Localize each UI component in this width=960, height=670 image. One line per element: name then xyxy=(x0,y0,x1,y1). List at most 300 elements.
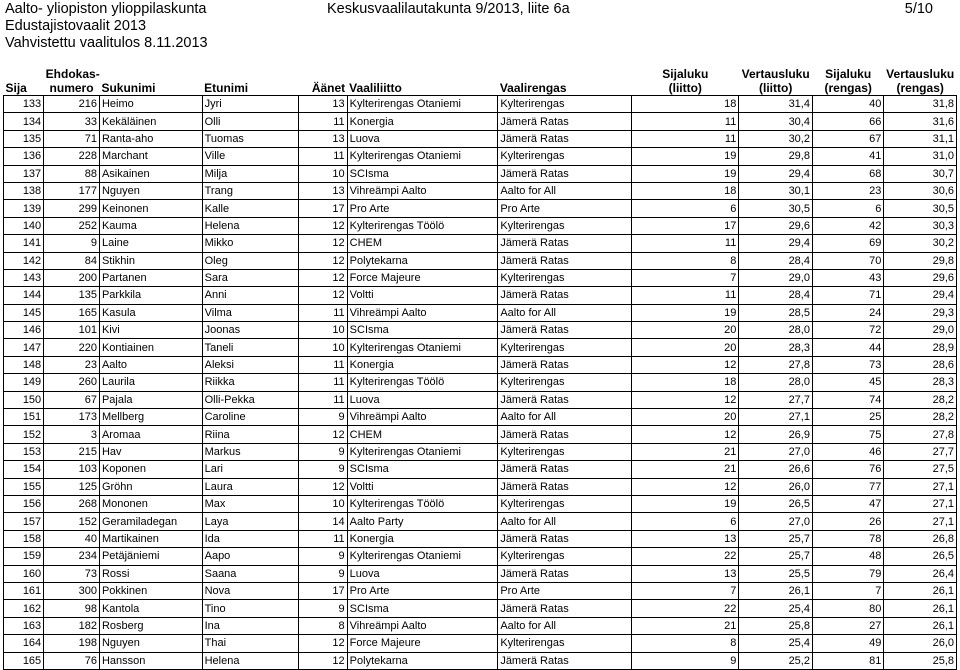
table-cell: 10 xyxy=(298,165,347,182)
table-cell: 29,6 xyxy=(884,269,957,286)
table-cell: Kylterirengas xyxy=(498,495,632,512)
table-cell: 11 xyxy=(298,148,347,165)
table-row xyxy=(4,96,957,113)
table-cell: 151 xyxy=(4,409,44,426)
table-cell: 26,1 xyxy=(884,582,957,599)
table-cell: Jämerä Ratas xyxy=(498,356,632,373)
table-cell: Jämerä Ratas xyxy=(498,287,632,304)
table-row xyxy=(4,635,957,652)
table-cell: 31,6 xyxy=(884,113,957,130)
table-cell: 27,0 xyxy=(739,513,813,530)
table-cell: Kasula xyxy=(99,304,202,321)
table-cell: 163 xyxy=(4,617,44,634)
table-cell: 252 xyxy=(44,217,100,234)
table-cell: 165 xyxy=(44,304,100,321)
table-row xyxy=(4,130,957,147)
table-cell: Luova xyxy=(347,130,498,147)
table-cell: 28,6 xyxy=(884,356,957,373)
col-vaalirengas: Vaalirengas xyxy=(499,81,567,95)
table-cell: 22 xyxy=(632,548,739,565)
table-cell: 33 xyxy=(44,113,100,130)
table-cell: Force Majeure xyxy=(347,635,498,652)
table-cell: Geramiladegan xyxy=(99,513,202,530)
table-cell: Jämerä Ratas xyxy=(498,322,632,339)
table-cell: 28,2 xyxy=(884,391,957,408)
table-cell: 43 xyxy=(812,269,883,286)
table-row xyxy=(4,182,957,199)
table-cell: Markus xyxy=(202,443,298,460)
table-cell: Kauma xyxy=(99,217,202,234)
table-cell: 26,4 xyxy=(884,565,957,582)
table-cell: 49 xyxy=(812,635,883,652)
table-cell: 11 xyxy=(298,113,347,130)
table-cell: 18 xyxy=(632,182,739,199)
table-cell: 11 xyxy=(298,530,347,547)
table-row xyxy=(4,217,957,234)
table-row xyxy=(4,426,957,443)
table-cell: 30,5 xyxy=(739,200,813,217)
table-cell: Kylterirengas xyxy=(498,217,632,234)
table-cell: 11 xyxy=(632,287,739,304)
table-cell: Aalto for All xyxy=(498,304,632,321)
table-row xyxy=(4,513,957,530)
table-cell: Nguyen xyxy=(99,635,202,652)
table-cell: 13 xyxy=(298,182,347,199)
table-cell: 31,8 xyxy=(884,96,957,113)
table-cell: Nguyen xyxy=(99,182,202,199)
table-cell: 73 xyxy=(44,565,100,582)
table-cell: 26,0 xyxy=(884,635,957,652)
table-cell: 157 xyxy=(4,513,44,530)
table-row xyxy=(4,478,957,495)
table-cell: Kylterirengas xyxy=(498,148,632,165)
table-cell: 27,1 xyxy=(884,495,957,512)
table-cell: Oleg xyxy=(202,252,298,269)
table-cell: 152 xyxy=(44,513,100,530)
table-cell: 23 xyxy=(812,182,883,199)
table-cell: Vihreämpi Aalto xyxy=(347,617,498,634)
table-cell: Gröhn xyxy=(99,478,202,495)
table-cell: Petäjäniemi xyxy=(99,548,202,565)
table-cell: Ranta-aho xyxy=(99,130,202,147)
table-cell: Riikka xyxy=(202,374,298,391)
table-cell: 9 xyxy=(298,461,347,478)
table-cell: 173 xyxy=(44,409,100,426)
table-cell: 150 xyxy=(4,391,44,408)
table-cell: 18 xyxy=(632,96,739,113)
table-cell: 11 xyxy=(632,235,739,252)
table-cell: Caroline xyxy=(202,409,298,426)
table-cell: 25,4 xyxy=(739,600,813,617)
table-cell: 22 xyxy=(632,600,739,617)
table-cell: 19 xyxy=(632,495,739,512)
table-cell: 161 xyxy=(4,582,44,599)
table-row xyxy=(4,582,957,599)
col-etunimi: Etunimi xyxy=(204,81,249,95)
table-cell: 200 xyxy=(44,269,100,286)
table-cell: Kylterirengas Töölö xyxy=(347,495,498,512)
table-cell: 198 xyxy=(44,635,100,652)
table-cell: Partanen xyxy=(99,269,202,286)
organization-name: Aalto- yliopiston ylioppilaskunta xyxy=(5,1,207,17)
table-cell: CHEM xyxy=(347,235,498,252)
table-cell: 19 xyxy=(632,148,739,165)
table-cell: 30,1 xyxy=(739,182,813,199)
table-cell: Aromaa xyxy=(99,426,202,443)
table-cell: Tuomas xyxy=(202,130,298,147)
table-cell: 268 xyxy=(44,495,100,512)
table-cell: 31,0 xyxy=(884,148,957,165)
table-cell: Olli xyxy=(202,113,298,130)
table-cell: 25,7 xyxy=(739,530,813,547)
table-cell: 13 xyxy=(298,130,347,147)
table-cell: 21 xyxy=(632,443,739,460)
table-cell: Pokkinen xyxy=(99,582,202,599)
table-cell: Jämerä Ratas xyxy=(498,565,632,582)
table-cell: 6 xyxy=(632,513,739,530)
results-table xyxy=(3,65,957,670)
table-row xyxy=(4,200,957,217)
table-cell: 148 xyxy=(4,356,44,373)
table-cell: Konergia xyxy=(347,356,498,373)
table-row xyxy=(4,548,957,565)
table-cell: 165 xyxy=(4,652,44,669)
table-cell: 27,1 xyxy=(739,409,813,426)
table-cell: Ville xyxy=(202,148,298,165)
table-cell: 29,4 xyxy=(884,287,957,304)
table-row xyxy=(4,322,957,339)
table-cell: Vihreämpi Aalto xyxy=(347,182,498,199)
table-cell: 300 xyxy=(44,582,100,599)
table-cell: SCIsma xyxy=(347,322,498,339)
table-cell: 103 xyxy=(44,461,100,478)
table-cell: 12 xyxy=(632,391,739,408)
col-sukunimi: Sukunimi xyxy=(101,81,156,95)
table-cell: 12 xyxy=(298,235,347,252)
table-cell: Anni xyxy=(202,287,298,304)
table-cell: 26,9 xyxy=(739,426,813,443)
table-cell: 73 xyxy=(812,356,883,373)
confirmed-result-date: Vahvistettu vaalitulos 8.11.2013 xyxy=(5,35,208,51)
table-cell: Olli-Pekka xyxy=(202,391,298,408)
table-cell: 216 xyxy=(44,96,100,113)
table-cell: 77 xyxy=(812,478,883,495)
table-cell: 40 xyxy=(44,530,100,547)
table-cell: Jämerä Ratas xyxy=(498,461,632,478)
table-cell: Aalto for All xyxy=(498,182,632,199)
table-cell: 28,0 xyxy=(739,374,813,391)
col-sijaluku-rengas: Sijaluku (rengas) xyxy=(824,67,872,95)
table-cell: 29,8 xyxy=(884,252,957,269)
table-cell: Kylterirengas Töölö xyxy=(347,374,498,391)
table-cell: 234 xyxy=(44,548,100,565)
table-cell: 12 xyxy=(298,269,347,286)
table-cell: 28,3 xyxy=(884,374,957,391)
table-cell: 26,5 xyxy=(739,495,813,512)
table-cell: 26,1 xyxy=(884,617,957,634)
table-cell: Jämerä Ratas xyxy=(498,252,632,269)
table-row xyxy=(4,356,957,373)
table-cell: 159 xyxy=(4,548,44,565)
table-cell: Kylterirengas Otaniemi xyxy=(347,443,498,460)
table-cell: 79 xyxy=(812,565,883,582)
table-cell: 67 xyxy=(44,391,100,408)
election-name: Edustajistovaalit 2013 xyxy=(5,18,147,34)
table-cell: 17 xyxy=(298,582,347,599)
table-cell: Hansson xyxy=(99,652,202,669)
table-cell: 8 xyxy=(632,252,739,269)
table-header-row xyxy=(4,65,957,96)
table-cell: Jämerä Ratas xyxy=(498,652,632,669)
table-cell: 9 xyxy=(298,443,347,460)
table-row xyxy=(4,235,957,252)
table-cell: 220 xyxy=(44,339,100,356)
table-cell: 27,8 xyxy=(739,356,813,373)
table-cell: Polytekarna xyxy=(347,652,498,669)
table-cell: 228 xyxy=(44,148,100,165)
table-cell: 44 xyxy=(812,339,883,356)
table-cell: 12 xyxy=(298,652,347,669)
table-cell: 80 xyxy=(812,600,883,617)
table-cell: 27,8 xyxy=(884,426,957,443)
table-cell: Konergia xyxy=(347,113,498,130)
table-cell: 27,0 xyxy=(739,443,813,460)
table-cell: Aalto for All xyxy=(498,409,632,426)
table-cell: 10 xyxy=(298,339,347,356)
table-cell: 21 xyxy=(632,461,739,478)
table-cell: 145 xyxy=(4,304,44,321)
table-cell: 9 xyxy=(298,565,347,582)
table-cell: Pajala xyxy=(99,391,202,408)
table-cell: 26,1 xyxy=(739,582,813,599)
table-cell: Voltti xyxy=(347,478,498,495)
table-cell: Aalto xyxy=(99,356,202,373)
table-cell: Pro Arte xyxy=(498,582,632,599)
col-ehdokasnumero: Ehdokas- numero xyxy=(45,67,100,95)
table-cell: 30,5 xyxy=(884,200,957,217)
table-cell: SCIsma xyxy=(347,165,498,182)
table-cell: Jämerä Ratas xyxy=(498,600,632,617)
table-cell: 30,2 xyxy=(739,130,813,147)
table-cell: Kylterirengas xyxy=(498,548,632,565)
table-cell: 8 xyxy=(632,635,739,652)
table-cell: Ina xyxy=(202,617,298,634)
table-cell: 6 xyxy=(812,200,883,217)
table-cell: Helena xyxy=(202,652,298,669)
table-cell: Jämerä Ratas xyxy=(498,165,632,182)
table-cell: 125 xyxy=(44,478,100,495)
table-cell: 30,6 xyxy=(884,182,957,199)
table-cell: 25,7 xyxy=(739,548,813,565)
table-cell: Tino xyxy=(202,600,298,617)
table-cell: 9 xyxy=(298,409,347,426)
table-cell: 78 xyxy=(812,530,883,547)
table-cell: 155 xyxy=(4,478,44,495)
table-cell: Jämerä Ratas xyxy=(498,426,632,443)
table-row xyxy=(4,374,957,391)
col-aanet: Äänet xyxy=(311,81,346,95)
table-cell: Vihreämpi Aalto xyxy=(347,409,498,426)
table-cell: Kivi xyxy=(99,322,202,339)
table-cell: 9 xyxy=(44,235,100,252)
table-cell: Jämerä Ratas xyxy=(498,391,632,408)
table-cell: 135 xyxy=(4,130,44,147)
table-cell: 9 xyxy=(298,600,347,617)
table-cell: Heimo xyxy=(99,96,202,113)
table-cell: 27,5 xyxy=(884,461,957,478)
table-row xyxy=(4,530,957,547)
table-cell: Stikhin xyxy=(99,252,202,269)
table-cell: 7 xyxy=(632,582,739,599)
table-cell: 46 xyxy=(812,443,883,460)
table-cell: Taneli xyxy=(202,339,298,356)
table-cell: Lari xyxy=(202,461,298,478)
table-cell: Jyri xyxy=(202,96,298,113)
table-cell: 12 xyxy=(298,635,347,652)
table-cell: Aalto for All xyxy=(498,617,632,634)
table-cell: 30,7 xyxy=(884,165,957,182)
table-cell: 146 xyxy=(4,322,44,339)
table-row xyxy=(4,269,957,286)
col-sija: Sija xyxy=(5,81,27,95)
table-cell: Parkkila xyxy=(99,287,202,304)
table-cell: 10 xyxy=(298,322,347,339)
table-cell: 25,5 xyxy=(739,565,813,582)
table-cell: 25,4 xyxy=(739,635,813,652)
table-cell: 12 xyxy=(298,287,347,304)
table-cell: 70 xyxy=(812,252,883,269)
table-cell: Hav xyxy=(99,443,202,460)
table-cell: CHEM xyxy=(347,426,498,443)
table-cell: 11 xyxy=(298,391,347,408)
table-row xyxy=(4,617,957,634)
table-cell: 74 xyxy=(812,391,883,408)
table-cell: Keinonen xyxy=(99,200,202,217)
table-cell: 149 xyxy=(4,374,44,391)
table-cell: 135 xyxy=(44,287,100,304)
table-cell: 28,5 xyxy=(739,304,813,321)
table-cell: Laurila xyxy=(99,374,202,391)
table-cell: 28,2 xyxy=(884,409,957,426)
table-cell: 28,4 xyxy=(739,287,813,304)
table-cell: Rosberg xyxy=(99,617,202,634)
table-cell: 45 xyxy=(812,374,883,391)
table-cell: 28,4 xyxy=(739,252,813,269)
table-cell: 27,7 xyxy=(739,391,813,408)
table-cell: 18 xyxy=(632,374,739,391)
table-cell: Laya xyxy=(202,513,298,530)
table-cell: 139 xyxy=(4,200,44,217)
table-cell: Riina xyxy=(202,426,298,443)
table-cell: 7 xyxy=(632,269,739,286)
table-cell: Pro Arte xyxy=(498,200,632,217)
table-cell: 23 xyxy=(44,356,100,373)
table-cell: 27 xyxy=(812,617,883,634)
table-cell: 153 xyxy=(4,443,44,460)
table-row xyxy=(4,443,957,460)
table-cell: Voltti xyxy=(347,287,498,304)
table-cell: Kylterirengas xyxy=(498,635,632,652)
table-cell: 142 xyxy=(4,252,44,269)
table-cell: 141 xyxy=(4,235,44,252)
table-cell: Konergia xyxy=(347,530,498,547)
table-cell: 12 xyxy=(298,478,347,495)
table-cell: Saana xyxy=(202,565,298,582)
table-cell: 30,2 xyxy=(884,235,957,252)
table-cell: 6 xyxy=(632,200,739,217)
table-cell: 133 xyxy=(4,96,44,113)
table-cell: 98 xyxy=(44,600,100,617)
table-row xyxy=(4,252,957,269)
table-cell: 47 xyxy=(812,495,883,512)
table-cell: 11 xyxy=(298,374,347,391)
table-cell: Kalle xyxy=(202,200,298,217)
table-cell: Laine xyxy=(99,235,202,252)
table-cell: 26 xyxy=(812,513,883,530)
table-cell: 25,8 xyxy=(739,617,813,634)
table-row xyxy=(4,165,957,182)
table-cell: 14 xyxy=(298,513,347,530)
table-cell: 20 xyxy=(632,339,739,356)
table-row xyxy=(4,148,957,165)
table-cell: 30,4 xyxy=(739,113,813,130)
table-cell: 20 xyxy=(632,409,739,426)
table-row xyxy=(4,565,957,582)
table-cell: Aleksi xyxy=(202,356,298,373)
table-cell: Mikko xyxy=(202,235,298,252)
table-row xyxy=(4,113,957,130)
table-cell: 26,5 xyxy=(884,548,957,565)
table-cell: 19 xyxy=(632,165,739,182)
table-cell: Sara xyxy=(202,269,298,286)
table-cell: 29,4 xyxy=(739,235,813,252)
table-cell: 27,1 xyxy=(884,513,957,530)
table-cell: 26,8 xyxy=(884,530,957,547)
table-cell: SCIsma xyxy=(347,461,498,478)
col-vaaliliitto: Vaaliliitto xyxy=(349,81,402,95)
table-cell: Jämerä Ratas xyxy=(498,113,632,130)
table-cell: 158 xyxy=(4,530,44,547)
table-cell: 12 xyxy=(632,478,739,495)
table-cell: 29,4 xyxy=(739,165,813,182)
table-cell: Ida xyxy=(202,530,298,547)
table-row xyxy=(4,339,957,356)
table-cell: 25,8 xyxy=(884,652,957,669)
table-cell: 69 xyxy=(812,235,883,252)
col-sijaluku-liitto: Sijaluku (liitto) xyxy=(662,67,709,95)
table-cell: 17 xyxy=(632,217,739,234)
table-cell: 299 xyxy=(44,200,100,217)
table-cell: 29,6 xyxy=(739,217,813,234)
table-cell: Aapo xyxy=(202,548,298,565)
table-cell: 40 xyxy=(812,96,883,113)
table-cell: Kylterirengas xyxy=(498,269,632,286)
table-cell: 66 xyxy=(812,113,883,130)
table-cell: Jämerä Ratas xyxy=(498,530,632,547)
table-cell: 13 xyxy=(632,530,739,547)
table-cell: 8 xyxy=(298,617,347,634)
table-cell: Vihreämpi Aalto xyxy=(347,304,498,321)
table-cell: 71 xyxy=(44,130,100,147)
table-row xyxy=(4,600,957,617)
table-cell: Kylterirengas Otaniemi xyxy=(347,96,498,113)
table-cell: Helena xyxy=(202,217,298,234)
table-cell: Pro Arte xyxy=(347,200,498,217)
table-cell: 42 xyxy=(812,217,883,234)
table-cell: Rossi xyxy=(99,565,202,582)
table-cell: 12 xyxy=(632,426,739,443)
table-cell: 76 xyxy=(812,461,883,478)
